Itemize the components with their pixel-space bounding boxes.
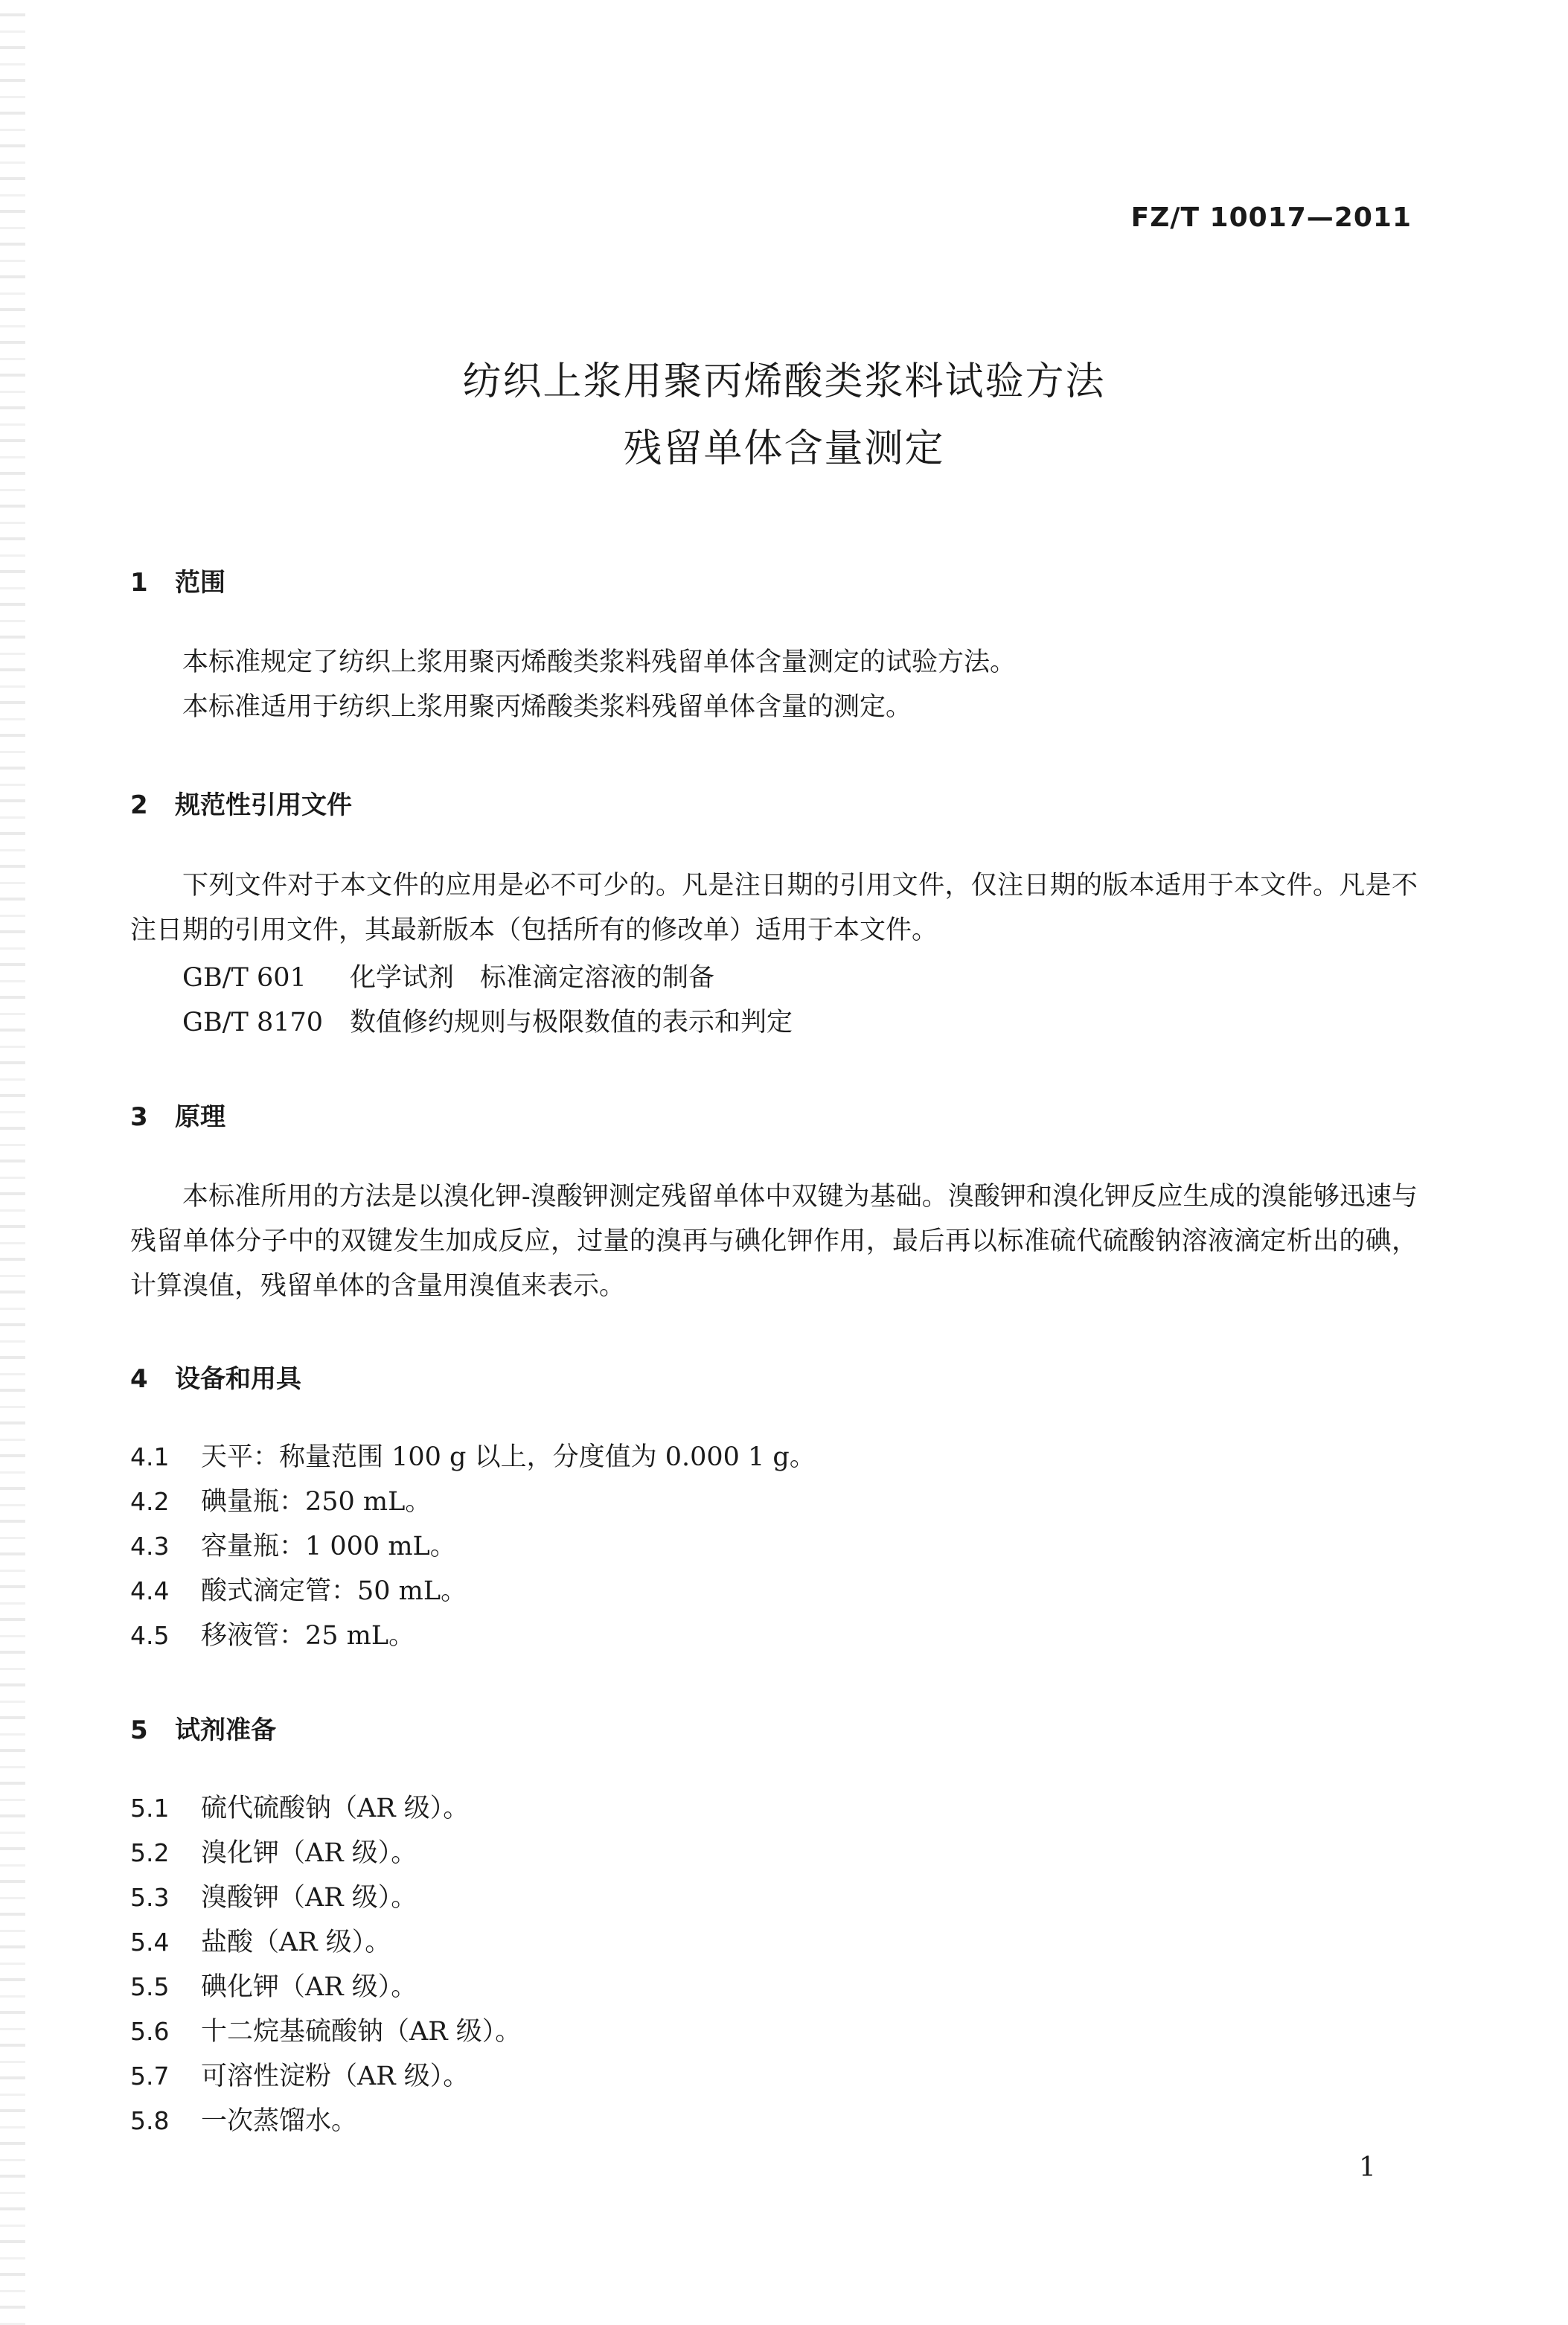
reagent-item <box>130 1922 391 1959</box>
reagent-item <box>130 2100 357 2137</box>
item-text: 天平：称量范围 100 g 以上，分度值为 0.000 1 g。 <box>201 1442 816 1472</box>
item-text: 碘化钾（AR 级）。 <box>201 1972 417 2002</box>
item-number: 5.2 <box>130 1838 170 1867</box>
reagent-item <box>130 1877 417 1914</box>
item-text: 十二烷基硫酸钠（AR 级）。 <box>201 2017 522 2047</box>
equipment-item <box>130 1615 415 1652</box>
reference-item <box>182 957 714 994</box>
section-title: 原理 <box>175 1102 225 1132</box>
page-number: 1 <box>1359 2152 1376 2183</box>
item-text: 盐酸（AR 级）。 <box>201 1928 391 1957</box>
item-number: 4.4 <box>130 1576 170 1605</box>
reference-title: 化学试剂 标准滴定溶液的制备 <box>350 963 715 993</box>
section-title: 范围 <box>175 568 225 598</box>
equipment-item <box>130 1526 456 1563</box>
item-number: 5.1 <box>130 1794 170 1823</box>
section-number: 4 <box>130 1364 148 1394</box>
item-number: 4.3 <box>130 1532 170 1561</box>
document-title-line2: 残留单体含量测定 <box>623 426 945 471</box>
section-heading-2 <box>130 784 352 821</box>
item-text: 可溶性淀粉（AR 级）。 <box>201 2062 470 2091</box>
section-title: 规范性引用文件 <box>175 790 352 820</box>
section-number: 2 <box>130 790 148 820</box>
equipment-item <box>130 1436 816 1474</box>
item-text: 容量瓶：1 000 mL。 <box>201 1532 456 1561</box>
item-text: 溴酸钾（AR 级）。 <box>201 1883 417 1913</box>
reagent-item <box>130 2056 469 2093</box>
section-title: 设备和用具 <box>175 1364 301 1394</box>
paragraph-scope-2: 本标准适用于纺织上浆用聚丙烯酸类浆料残留单体含量的测定。 <box>182 692 912 722</box>
item-text: 移液管：25 mL。 <box>201 1621 415 1651</box>
reagent-item <box>130 1788 469 1825</box>
item-number: 5.6 <box>130 2017 170 2046</box>
item-number: 4.5 <box>130 1621 170 1650</box>
item-number: 4.1 <box>130 1442 170 1471</box>
paragraph-principle: 本标准所用的方法是以溴化钾-溴酸钾测定残留单体中双键为基础。溴酸钾和溴化钾反应生成的溴能够迅速与残留单体分子中的双键发生加成反应，过量的溴再与碘化钾作用，最后再以标准硫代硫酸钠溶液滴定析出的碘，计算溴值，残留单体的含量用溴值来表示。 <box>130 1182 1418 1301</box>
standard-code: FZ/T 10017—2011 <box>1130 202 1412 233</box>
paragraph-normative-refs: 下列文件对于本文件的应用是必不可少的。凡是注日期的引用文件，仅注日期的版本适用于本文件。凡是不注日期的引用文件，其最新版本（包括所有的修改单）适用于本文件。 <box>130 871 1418 945</box>
item-text: 碘量瓶：250 mL。 <box>201 1487 432 1517</box>
item-number: 5.4 <box>130 1928 170 1957</box>
section-number: 1 <box>130 568 148 598</box>
item-text: 酸式滴定管：50 mL。 <box>201 1576 467 1606</box>
document-title-line1: 纺织上浆用聚丙烯酸类浆料试验方法 <box>462 359 1106 404</box>
paragraph-scope-1: 本标准规定了纺织上浆用聚丙烯酸类浆料残留单体含量测定的试验方法。 <box>182 647 1017 677</box>
reference-code: GB/T 601 <box>182 963 307 993</box>
reference-item <box>182 1002 793 1039</box>
reference-title: 数值修约规则与极限数值的表示和判定 <box>350 1008 793 1037</box>
section-heading-5 <box>130 1710 276 1746</box>
item-number: 5.5 <box>130 1972 170 2001</box>
item-number: 5.8 <box>130 2106 170 2135</box>
reference-code: GB/T 8170 <box>182 1008 324 1037</box>
section-number: 5 <box>130 1715 148 1745</box>
section-heading-1 <box>130 562 225 598</box>
section-title: 试剂准备 <box>175 1715 276 1745</box>
item-number: 4.2 <box>130 1487 170 1516</box>
scan-binding-edge <box>0 0 25 2325</box>
section-number: 3 <box>130 1102 148 1132</box>
item-number: 5.3 <box>130 1883 170 1912</box>
reagent-item <box>130 1966 417 2003</box>
item-text: 一次蒸馏水。 <box>201 2106 358 2136</box>
reagent-item <box>130 2011 521 2048</box>
equipment-item <box>130 1570 467 1608</box>
item-number: 5.7 <box>130 2062 170 2091</box>
section-heading-4 <box>130 1358 301 1395</box>
item-text: 溴化钾（AR 级）。 <box>201 1838 417 1868</box>
section-heading-3 <box>130 1096 225 1133</box>
item-text: 硫代硫酸钠（AR 级）。 <box>201 1794 470 1823</box>
reagent-item <box>130 1832 417 1870</box>
equipment-item <box>130 1481 431 1518</box>
